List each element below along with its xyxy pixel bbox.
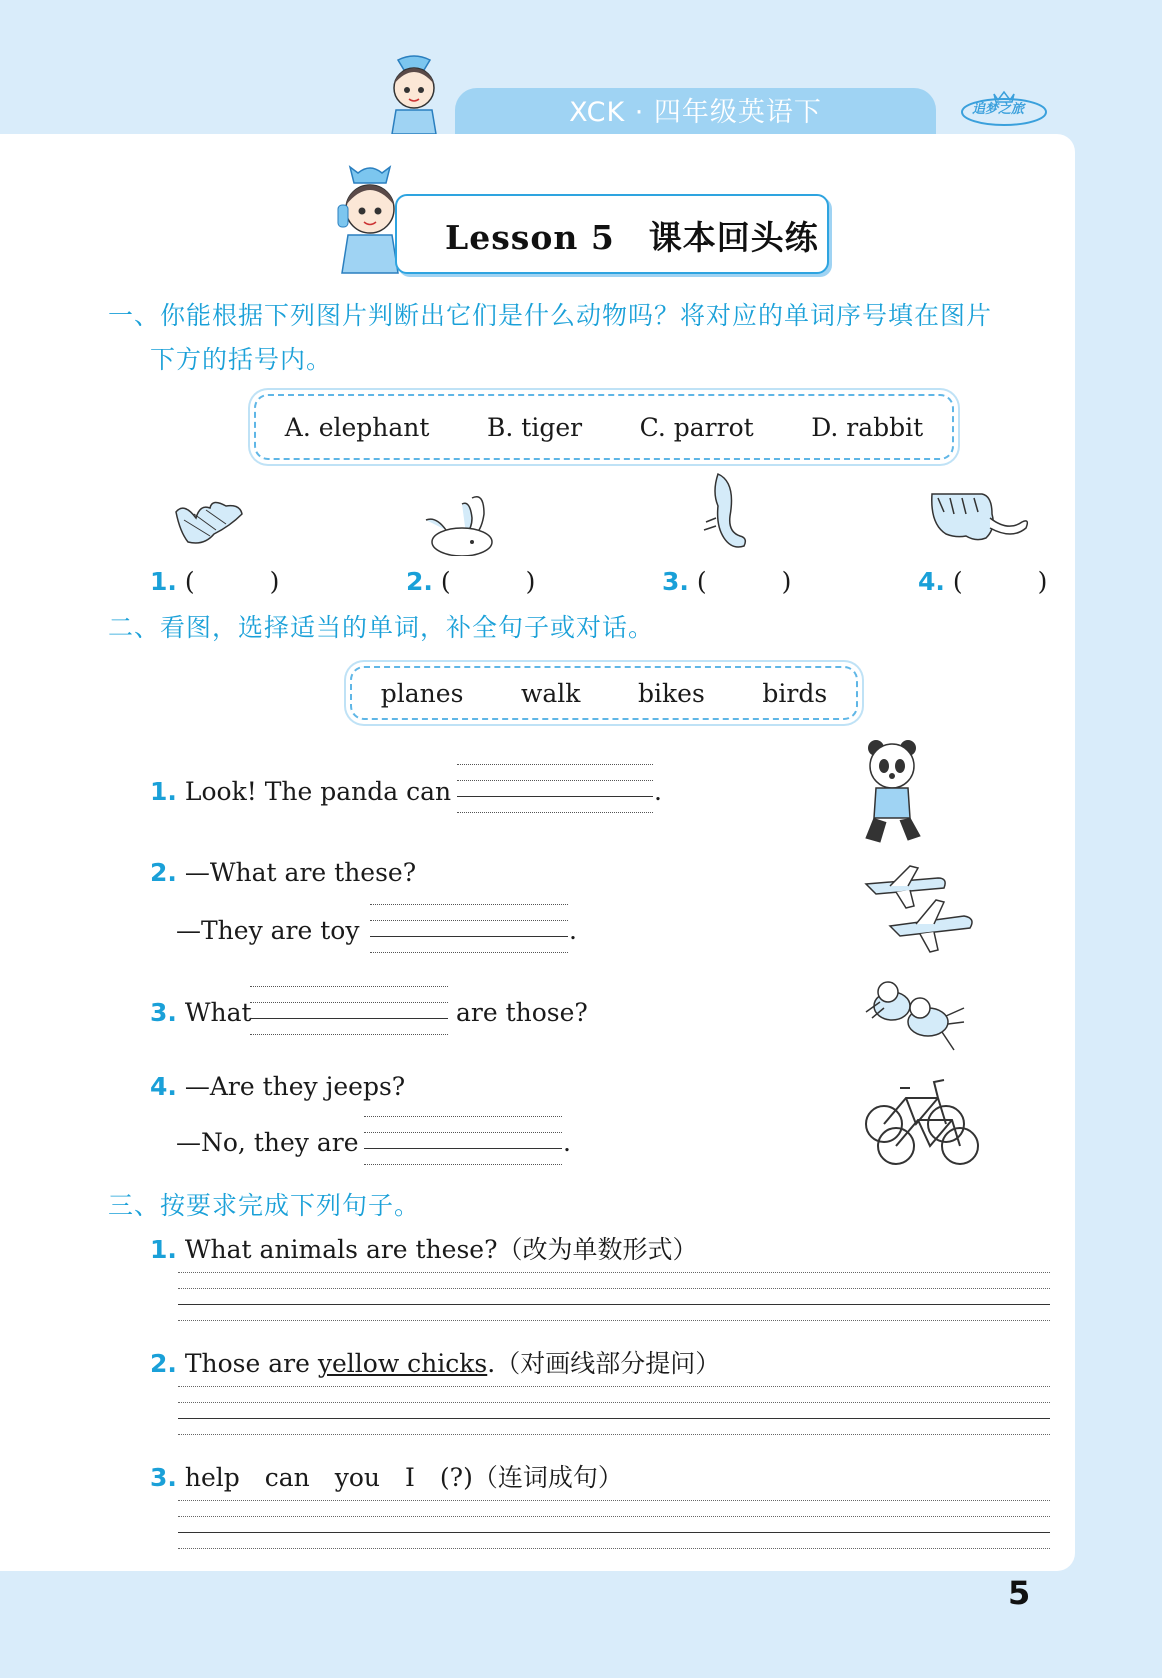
- s2-q1-period: .: [654, 777, 662, 806]
- s3-q1-answer-lines[interactable]: [178, 1272, 1050, 1321]
- option-c: C. parrot: [639, 412, 754, 442]
- s3-q3-answer-lines[interactable]: [178, 1500, 1050, 1549]
- option-d: D. rabbit: [811, 412, 924, 442]
- girl-mascot-icon: [378, 52, 450, 136]
- s2-q2-period: .: [569, 916, 577, 945]
- s2-q4-blank[interactable]: [364, 1116, 562, 1165]
- s2-q2-blank[interactable]: [370, 904, 568, 953]
- elephant-trunk-icon: [688, 472, 758, 552]
- word-bikes: bikes: [638, 678, 705, 708]
- birds-icon: [862, 972, 966, 1054]
- tiger-tail-icon: [926, 488, 1032, 552]
- header-title: XCK · 四年级英语下: [455, 88, 936, 136]
- s2-q3-before: 3. What: [150, 998, 252, 1027]
- s2-q4-line2: —No, they are: [176, 1128, 359, 1157]
- s3-q1: 1. What animals are these?（改为单数形式）: [150, 1235, 698, 1264]
- section3-heading: 三、按要求完成下列句子。: [108, 1191, 421, 1220]
- section1-heading-line2: 下方的括号内。: [150, 345, 333, 374]
- panda-icon: [860, 738, 926, 846]
- s2-q1: 1. Look! The panda can: [150, 777, 452, 806]
- s2-q4-period: .: [563, 1128, 571, 1157]
- s1-item-3: 3. ( ): [662, 567, 792, 596]
- section1-heading-line1: 一、你能根据下列图片判断出它们是什么动物吗？将对应的单词序号填在图片: [108, 301, 993, 330]
- s1-item-2: 2. ( ): [406, 567, 536, 596]
- option-a: A. elephant: [284, 412, 430, 442]
- lesson-title: Lesson 5 课本回头练: [445, 218, 819, 257]
- s2-q4-line1: 4. —Are they jeeps?: [150, 1072, 406, 1101]
- word-planes: planes: [380, 678, 464, 708]
- toy-planes-icon: [860, 860, 980, 956]
- logo-text: 追梦之旅: [972, 102, 1025, 117]
- s1-item-1: 1. ( ): [150, 567, 280, 596]
- page-number: 5: [1008, 1574, 1031, 1612]
- word-walk: walk: [521, 678, 581, 708]
- s3-q3: 3. help can you I (?)（连词成句）: [150, 1463, 623, 1492]
- option-b: B. tiger: [487, 412, 583, 442]
- section2-heading: 二、看图，选择适当的单词，补全句子或对话。: [108, 613, 655, 642]
- s2-q3-blank[interactable]: [250, 986, 448, 1035]
- parrot-wing-icon: [170, 496, 250, 552]
- animal-options-box: [254, 394, 954, 460]
- underlined-phrase: yellow chicks: [317, 1349, 488, 1378]
- s2-q3-after: are those?: [456, 998, 588, 1027]
- s3-q2-answer-lines[interactable]: [178, 1386, 1050, 1435]
- rabbit-head-icon: [422, 494, 508, 556]
- s2-q2-line2: —They are toy: [176, 916, 360, 945]
- word-choices-box: [350, 666, 858, 720]
- s3-q2: 2. Those are yellow chicks.（对画线部分提问）: [150, 1349, 721, 1378]
- s2-q1-blank[interactable]: [457, 764, 653, 813]
- word-birds: birds: [762, 678, 828, 708]
- s2-q2-line1: 2. —What are these?: [150, 858, 417, 887]
- s1-item-4: 4. ( ): [918, 567, 1048, 596]
- bikes-icon: [860, 1068, 982, 1168]
